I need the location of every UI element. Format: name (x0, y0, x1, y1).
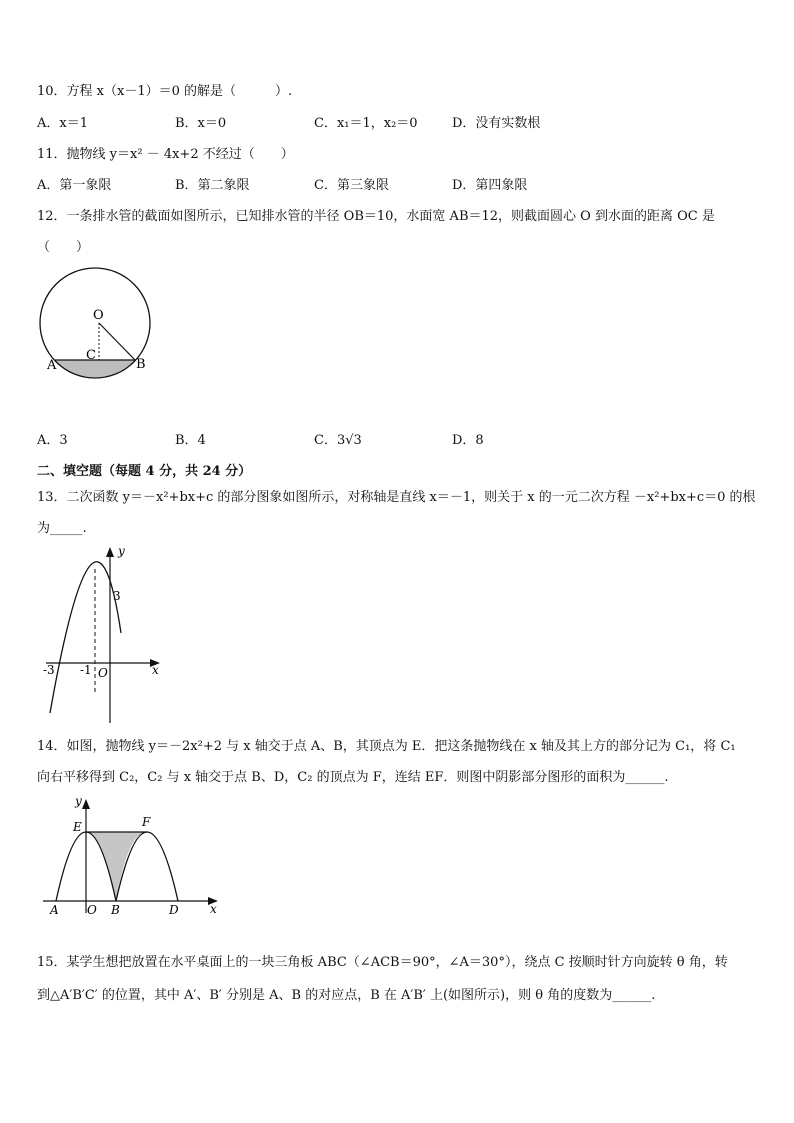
q12-option-b: B．4 (175, 433, 206, 448)
q12-label-c: C (86, 348, 96, 363)
q13-y-arrow (106, 547, 114, 557)
q14-y-arrow (82, 799, 90, 809)
q12-option-c: C．3√3 (314, 433, 362, 448)
q14-label-b: B (111, 903, 120, 917)
q13-label-neg1: -1 (80, 663, 92, 677)
q13-label-y: y (118, 544, 125, 558)
q13-label-neg3: -3 (43, 663, 55, 677)
q10-option-a: A．x＝1 (37, 116, 88, 131)
q15-stem-line2: 到△A′B′C′ 的位置，其中 A′、B′ 分别是 A、B 的对应点，B 在 A′B′ 上(如图所示)，则 θ 角的度数为______. (37, 988, 656, 1003)
q12-option-d: D．8 (452, 433, 484, 448)
q13-label-o: O (98, 666, 108, 680)
q10-option-c: C．x₁＝1，x₂＝0 (314, 116, 418, 131)
q12-stem-line1: 12．一条排水管的截面如图所示，已知排水管的半径 OB＝10，水面宽 AB＝12，则截面圆心 O 到水面的距离 OC 是 (37, 209, 715, 224)
q14-stem-line1: 14．如图，抛物线 y＝－2x²+2 与 x 轴交于点 A、B，其顶点为 E．把这条抛物线在 x 轴及其上方的部分记为 C₁，将 C₁ (37, 739, 736, 754)
q11-option-a: A．第一象限 (37, 178, 112, 193)
q14-label-e: E (73, 820, 82, 834)
q11-option-d: D．第四象限 (452, 178, 528, 193)
q14-label-a: A (50, 903, 59, 917)
q12-pipe-figure (35, 268, 160, 383)
section-2-title: 二、填空题（每题 4 分，共 24 分） (37, 464, 252, 479)
q10-option-b: B．x＝0 (175, 116, 227, 131)
q14-label-x: x (210, 902, 217, 916)
q14-stem-line2: 向右平移得到 C₂，C₂ 与 x 轴交于点 B、D，C₂ 的顶点为 F，连结 EF．则图中阴影部分图形的面积为______. (37, 770, 669, 785)
q14-label-d: D (169, 903, 179, 917)
q11-option-b: B．第二象限 (175, 178, 250, 193)
q12-stem-line2: （ ） (37, 240, 90, 255)
q14-shaded-region (86, 832, 147, 901)
q13-parabola-figure (38, 543, 168, 728)
q14-label-f: F (142, 815, 151, 829)
q15-stem-line1: 15．某学生想把放置在水平桌面上的一块三角板 ABC（∠ACB＝90°，∠A＝30°），绕点 C 按顺时针方向旋转 θ 角，转 (37, 955, 728, 970)
q12-segment-ob (99, 323, 135, 360)
q13-stem-line2: 为_____. (37, 521, 87, 536)
q11-stem: 11．抛物线 y＝x² － 4x+2 不经过（ ） (37, 147, 294, 162)
q14-label-y: y (75, 794, 82, 808)
q12-label-b: B (136, 357, 146, 372)
q14-parabolas-figure (38, 793, 228, 923)
q10-stem: 10．方程 x（x－1）＝0 的解是（ ）. (37, 84, 293, 99)
q13-stem-line1: 13．二次函数 y＝－x²+bx+c 的部分图象如图所示，对称轴是直线 x＝－1，则关于 x 的一元二次方程 －x²+bx+c＝0 的根 (37, 490, 756, 505)
q12-label-o: O (93, 308, 104, 323)
q13-label-3: 3 (113, 589, 121, 603)
q12-label-a: A (47, 358, 57, 373)
q13-label-x: x (152, 663, 159, 677)
q14-label-o: O (87, 903, 97, 917)
q10-option-d: D．没有实数根 (452, 116, 541, 131)
q11-option-c: C．第三象限 (314, 178, 389, 193)
q12-option-a: A．3 (37, 433, 68, 448)
